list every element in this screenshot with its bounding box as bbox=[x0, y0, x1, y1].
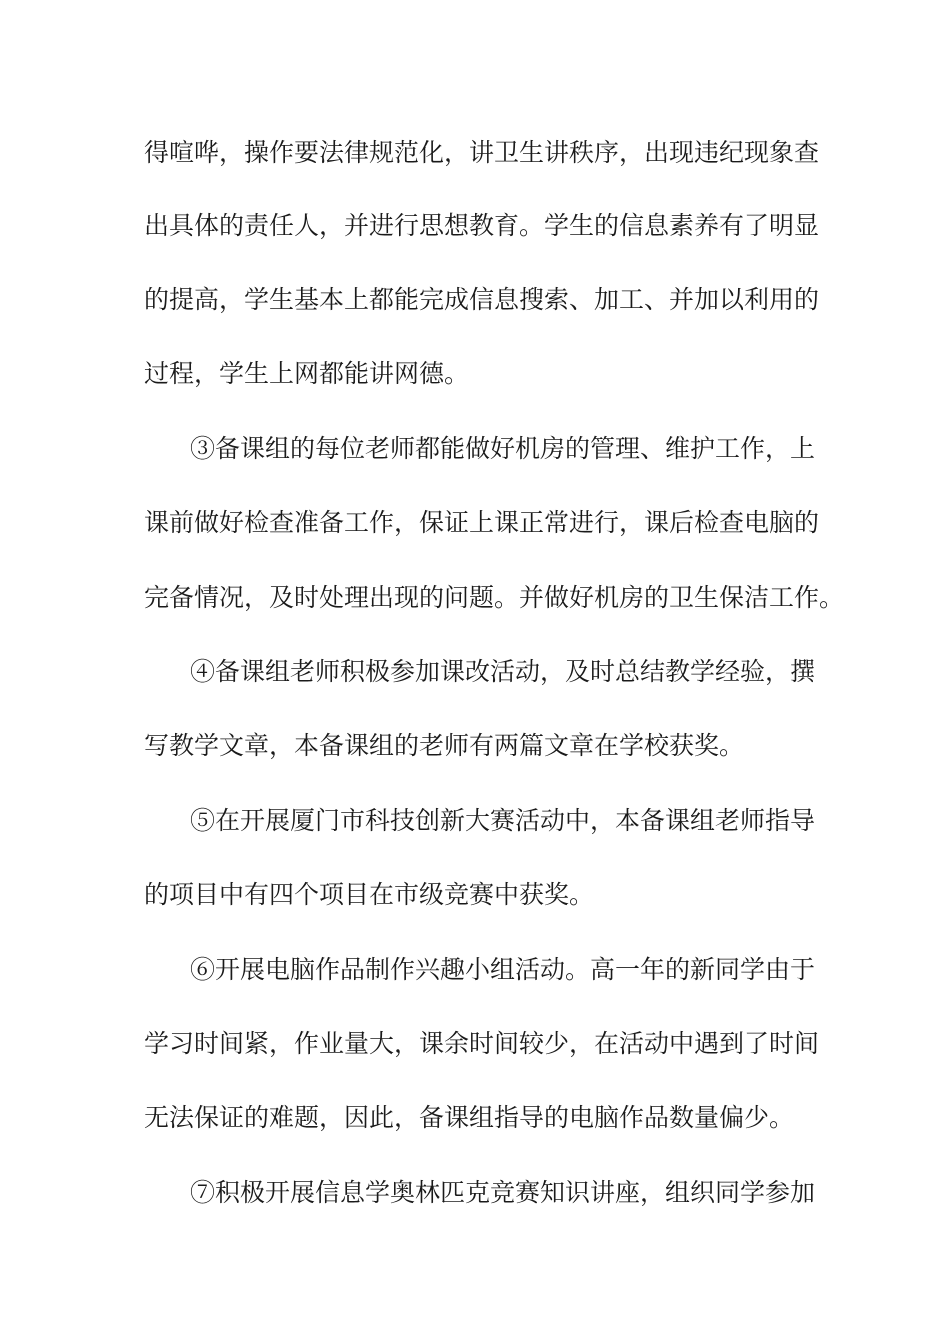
paragraph-7-line-1: ⑦积极开展信息学奥林匹克竞赛知识讲座，组织同学参加 bbox=[190, 1178, 816, 1207]
paragraph-3-line-3: 完备情况，及时处理出现的问题。并做好机房的卫生保洁工作。 bbox=[144, 583, 845, 612]
paragraph-3-line-1: ③备课组的每位老师都能做好机房的管理、维护工作，上 bbox=[190, 434, 816, 463]
text-line-4: 过程，学生上网都能讲网德。 bbox=[144, 359, 470, 388]
paragraph-4-line-1: ④备课组老师积极参加课改活动，及时总结教学经验，撰 bbox=[190, 657, 816, 686]
paragraph-6-line-1: ⑥开展电脑作品制作兴趣小组活动。高一年的新同学由于 bbox=[190, 955, 816, 984]
paragraph-5-line-2: 的项目中有四个项目在市级竞赛中获奖。 bbox=[144, 880, 595, 909]
paragraph-6-line-3: 无法保证的难题，因此，备课组指导的电脑作品数量偏少。 bbox=[144, 1103, 795, 1132]
paragraph-6-line-2: 学习时间紧，作业量大，课余时间较少，在活动中遇到了时间 bbox=[144, 1029, 820, 1058]
paragraph-5-line-1: ⑤在开展厦门市科技创新大赛活动中，本备课组老师指导 bbox=[190, 806, 816, 835]
text-line-3: 的提高，学生基本上都能完成信息搜索、加工、并加以利用的 bbox=[144, 285, 820, 314]
text-line-1: 得喧哗，操作要法律规范化，讲卫生讲秩序，出现违纪现象查 bbox=[144, 138, 820, 167]
paragraph-4-line-2: 写教学文章，本备课组的老师有两篇文章在学校获奖。 bbox=[144, 731, 745, 760]
text-line-2: 出具体的责任人，并进行思想教育。学生的信息素养有了明显 bbox=[144, 211, 820, 240]
paragraph-3-line-2: 课前做好检查准备工作，保证上课正常进行，课后检查电脑的 bbox=[144, 508, 820, 537]
